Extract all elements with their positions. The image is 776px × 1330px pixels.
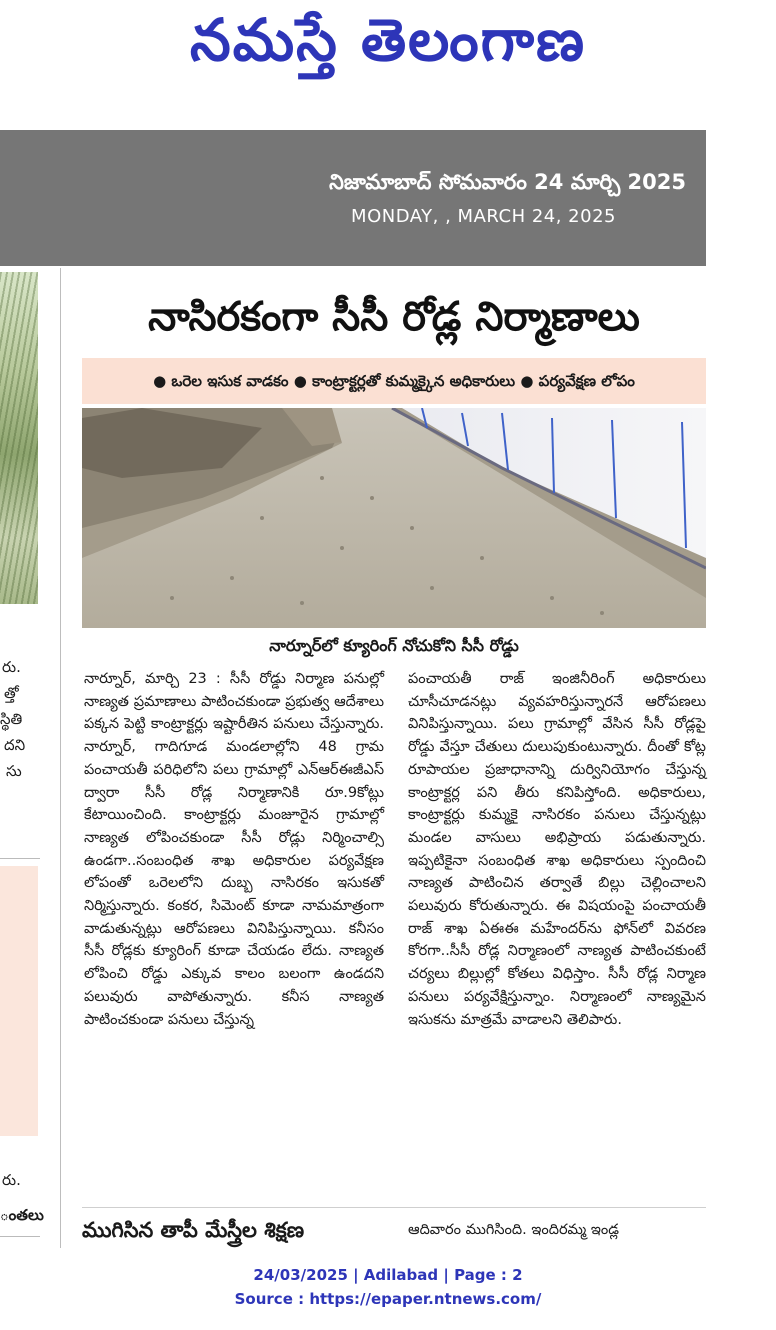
- divider: [0, 1236, 40, 1237]
- article-headline: నాసిరకంగా సీసీ రోడ్ల నిర్మాణాలు: [148, 294, 640, 340]
- strip-fragment: దని: [4, 736, 26, 754]
- left-column-strip: [0, 272, 44, 1224]
- field-photo-fragment: [0, 272, 38, 604]
- article-column-1: [84, 668, 384, 1203]
- column-rule: [60, 268, 61, 1248]
- bullet-item: ఒరెల ఇసుక వాడకం: [171, 372, 289, 390]
- divider: [0, 858, 40, 859]
- footer-date-line: 24/03/2025 | Adilabad | Page : 2: [253, 1266, 523, 1284]
- bullet-item: కాంట్రాక్టర్లతో కుమ్మక్కైన అధికారులు: [312, 372, 516, 390]
- divider: [82, 1207, 706, 1208]
- next-article-teaser: ఆదివారం ముగిసింది. ఇందిరమ్మ ఇండ్ల: [408, 1222, 619, 1238]
- bullet-item: పర్యవేక్షణ లోపం: [538, 372, 635, 390]
- strip-fragment: త్తో: [4, 684, 19, 702]
- footer-source-link[interactable]: Source : https://epaper.ntnews.com/: [234, 1290, 542, 1308]
- strip-fragment: రు.: [2, 1171, 21, 1189]
- bullet-icon: ●: [520, 372, 534, 390]
- masthead: [0, 0, 776, 90]
- strip-fragment: రు.: [2, 658, 21, 676]
- date-telugu: నిజామాబాద్ సోమవారం 24 మార్చి 2025: [329, 170, 686, 194]
- strip-fragment: సు: [6, 762, 22, 780]
- article-photo: [82, 408, 706, 628]
- newspaper-logo: నమస్తే తెలంగాణ: [190, 6, 586, 74]
- bullet-strap: [82, 358, 706, 404]
- strip-fragment: స్థితి: [0, 710, 23, 728]
- date-band: [0, 130, 706, 266]
- body-text: నార్నూర్, మార్చి 23 : సీసీ రోడ్డు నిర్మాణ పనుల్లో నాణ్యత ప్రమాణాలు పాటించకుండా ప్రభుత్వ ఆదేశాలు పక్కన పెట్టి కాంట్రాక్టర్లు ఇష్టారీతిన పనులు చేస్తున్నారు. నార్నూర్, గాదిగూడ మండలాల్లోని 48 గ్రామ పంచాయతీ పరిధిలోని పలు గ్రామాల్లో ఎన్‌ఆర్‌ఈజీఎస్ ద్వారా సీసీ రోడ్ల నిర్మాణానికి రూ.9కోట్లు కేటాయించింది. కాంట్రాక్టర్లు మంజూరైన గ్రామాల్లో నాణ్యత లోపించకుండా సీసీ రోడ్లు నిర్మించాల్సి ఉండగా..సంబంధిత శాఖ అధికారుల పర్యవేక్షణ లోపంతో ఒరెలలోని దుబ్బ నాసిరకం ఇసుకతో నిర్మిస్తున్నారు. కంకర, సిమెంట్ కూడా నామమాత్రంగా వాడుతున్నట్లు ఆరోపణలు వినిపిస్తున్నాయి. కనీసం సీసీ రోడ్లకు క్యూరింగ్ కూడా చేయడం లేదు. నాణ్యత లోపించి రోడ్డు ఎక్కువ కాలం బలంగా ఉండదని పలువురు వాపోతున్నారు. కనీస నాణ్యత పాటించకుండా పనులు చేస్తున్న: [84, 671, 384, 1028]
- body-text: పంచాయతీ రాజ్ ఇంజినీరింగ్ అధికారులు చూసీచూడనట్లు వ్యవహరిస్తున్నారనే ఆరోపణలు వినిపిస్తున్నాయి. పలు గ్రామాల్లో వేసిన సీసీ రోడ్లపై రోడ్డు వేస్తూ చేతులు దులుపుకుంటున్నారు. దీంతో కోట్ల రూపాయల ప్రజాధానాన్ని దుర్వినియోగం చేస్తున్న కాంట్రాక్టర్ల పని తీరు కనిపిస్తోంది. అధికారులు, కాంట్రాక్టర్లు కుమ్మకై నాసిరకం పనులు చేస్తున్నట్లు మండల వాసులు అభిప్రాయ పడుతున్నారు. ఇప్పటికైనా సంబంధిత శాఖ అధికారులు స్పందించి నాణ్యత పాటించిన తర్వాతే బిల్లు చెల్లించాలని పలువురు కోరుతున్నారు. ఈ విషయంపై పంచాయతీ రాజ్ శాఖ ఏఈఈ మహేందర్‌ను ఫోన్‌లో వివరణ కోరగా..సీసీ రోడ్ల నిర్మాణంలో నాణ్యత పాటించకుంటే చర్యలు బిల్లుల్లో కోతలు విధిస్తాం. సీసీ రోడ్ల నిర్మాణ పనులు పర్యవేక్షిస్తున్నాం. నిర్మాణంలో నాణ్యమైన ఇసుకను మాత్రమే వాడాలని తెలిపారు.: [408, 671, 706, 1028]
- bullet-icon: ●: [153, 372, 167, 390]
- strip-panel: [0, 866, 38, 1136]
- strip-fragment: ంతలు: [0, 1206, 44, 1224]
- article-column-2: [408, 668, 706, 1203]
- date-english: MONDAY, , MARCH 24, 2025: [351, 206, 616, 227]
- next-article-headline: ముగిసిన తాపీ మేస్త్రీల శిక్షణ: [82, 1218, 305, 1242]
- bullet-icon: ●: [293, 372, 307, 390]
- photo-caption: నార్నూర్‌లో క్యూరింగ్ నోచుకోని సీసీ రోడ్డు: [269, 636, 519, 655]
